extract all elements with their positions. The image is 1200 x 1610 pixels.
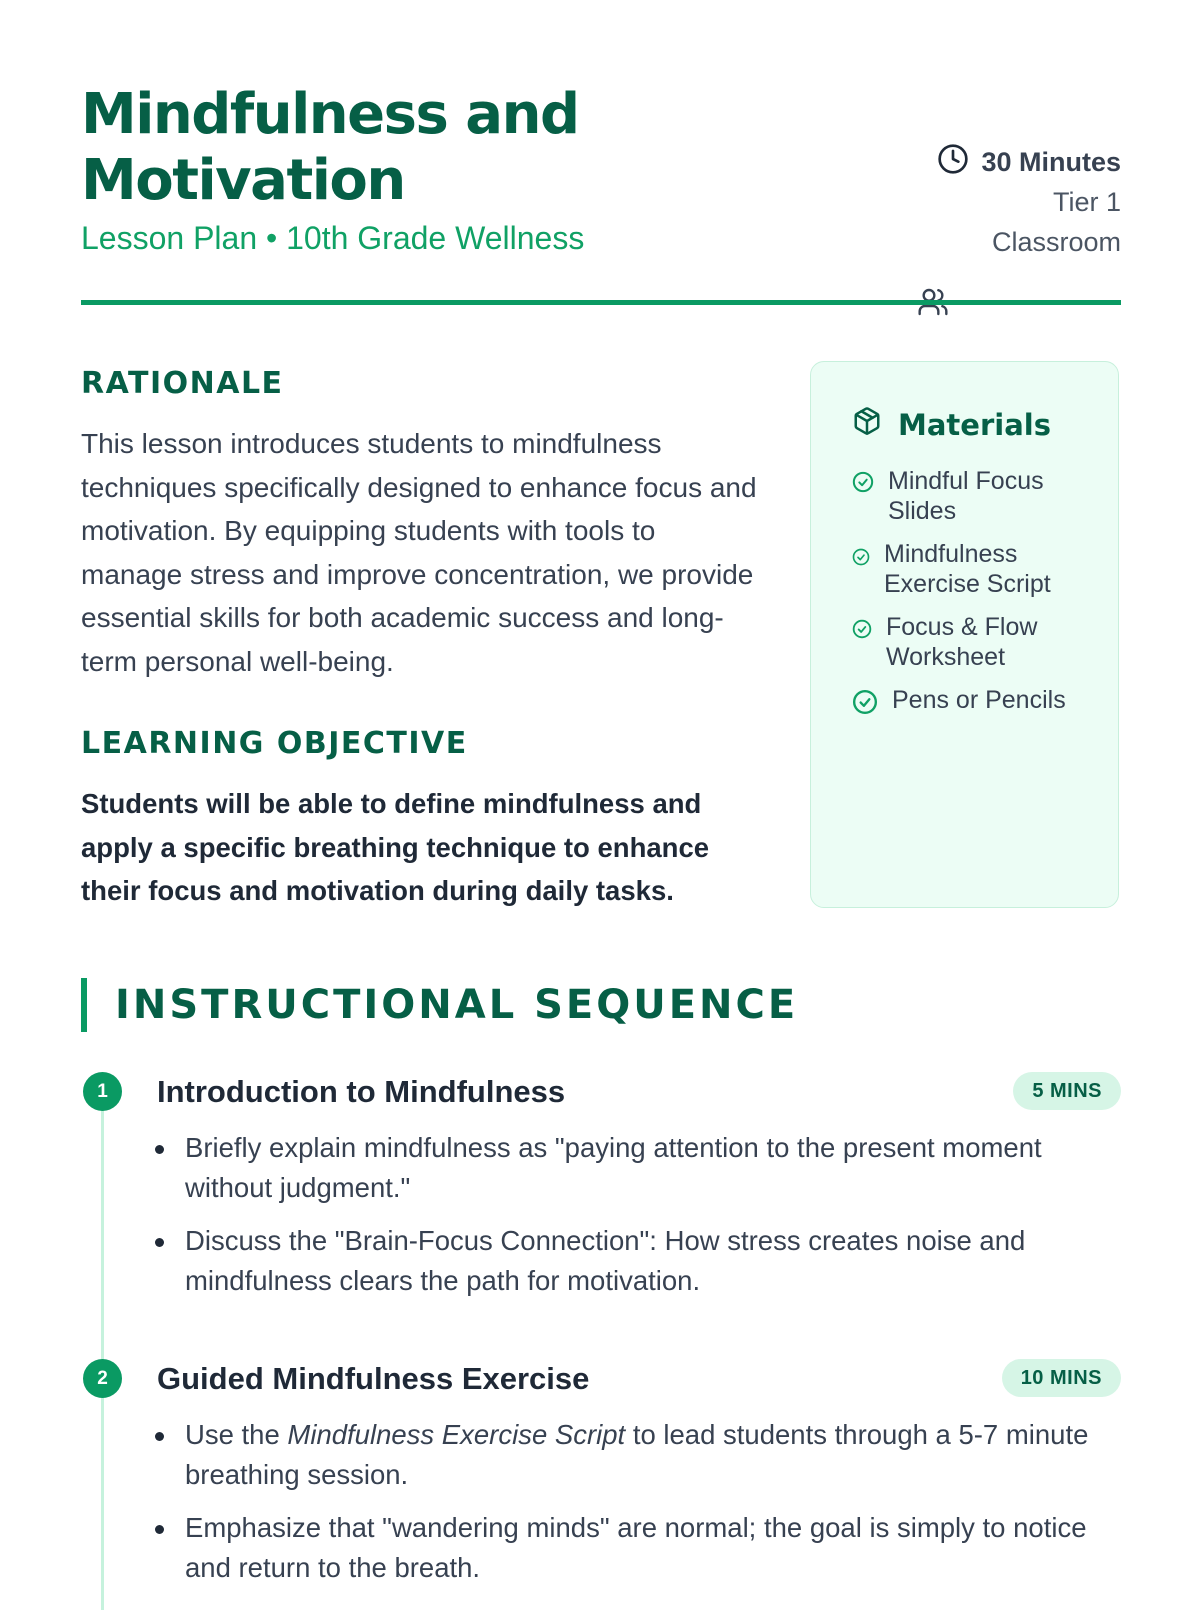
timeline-line [101, 1090, 104, 1610]
list-item [852, 539, 1102, 599]
step-title: Introduction to Mindfulness [157, 1074, 566, 1109]
list-item [852, 685, 1102, 722]
list-item [852, 612, 1102, 672]
page-title: Mindfulness and Motivation [81, 82, 579, 213]
material-label: Focus & Flow Worksheet [886, 613, 1038, 671]
duration-row [821, 142, 1121, 182]
step-bullets [185, 1415, 1115, 1601]
step-bullets [185, 1128, 1115, 1314]
header [81, 82, 1121, 304]
duration-value: 30 Minutes [981, 146, 1121, 177]
materials-header [852, 406, 1051, 443]
material-label: Mindfulness Exercise Script [884, 540, 1051, 598]
rationale-text: This lesson introduces students to mindfulness techniques specifically designed to enhance focus and motivation. By equipping students with tools to manage stress and improve concentration, we provide essential skills for both academic success and long-term personal well-being. [81, 428, 757, 677]
check-circle-icon [852, 616, 872, 646]
rationale-heading: RATIONALE [81, 366, 284, 401]
materials-heading: Materials [898, 407, 1051, 442]
list-item [852, 466, 1102, 526]
lesson-meta [821, 142, 1121, 262]
setting-value: Classroom [991, 227, 1121, 257]
material-label: Mindful Focus Slides [888, 467, 1044, 525]
objective-heading: LEARNING OBJECTIVE [81, 726, 468, 761]
page-subtitle: Lesson Plan • 10th Grade Wellness [81, 220, 585, 256]
objective-text: Students will be able to define mindfulness and apply a specific breathing technique to enhance their focus and motivation during daily tasks. [81, 788, 710, 906]
clock-icon [937, 143, 969, 182]
bullet-text-suffix: to lead students through a 5-7 minute breathing session. [185, 1419, 1089, 1490]
bullet-text-prefix: Use the [185, 1419, 288, 1450]
package-icon [852, 406, 882, 443]
sequence-heading-accent [81, 978, 87, 1032]
check-circle-icon [852, 470, 874, 500]
duration-badge: 5 MINS [1013, 1072, 1121, 1110]
step-number: 1 [83, 1072, 122, 1111]
list-item [185, 1415, 1115, 1495]
header-divider [81, 300, 1121, 305]
materials-card [810, 361, 1119, 908]
step-number: 2 [83, 1359, 122, 1398]
list-item: Emphasize that "wandering minds" are normal; the goal is simply to notice and return to the breath. [185, 1508, 1115, 1588]
bullet-text-emphasis: Mindfulness Exercise Script [287, 1419, 626, 1450]
check-circle-icon [852, 543, 870, 573]
duration-badge: 10 MINS [1002, 1359, 1121, 1397]
tier-value: Tier 1 [1052, 187, 1121, 217]
material-label: Pens or Pencils [892, 686, 1066, 714]
sequence-heading: INSTRUCTIONAL SEQUENCE [115, 982, 799, 1028]
step-title: Guided Mindfulness Exercise [157, 1361, 590, 1396]
lesson-plan-page [81, 0, 1121, 1600]
list-item: Briefly explain mindfulness as "paying attention to the present moment without judgment." [185, 1128, 1115, 1208]
materials-list [852, 466, 1102, 735]
check-circle-icon [852, 689, 878, 722]
list-item: Discuss the "Brain-Focus Connection": How stress creates noise and mindfulness clears the path for motivation. [185, 1221, 1115, 1301]
